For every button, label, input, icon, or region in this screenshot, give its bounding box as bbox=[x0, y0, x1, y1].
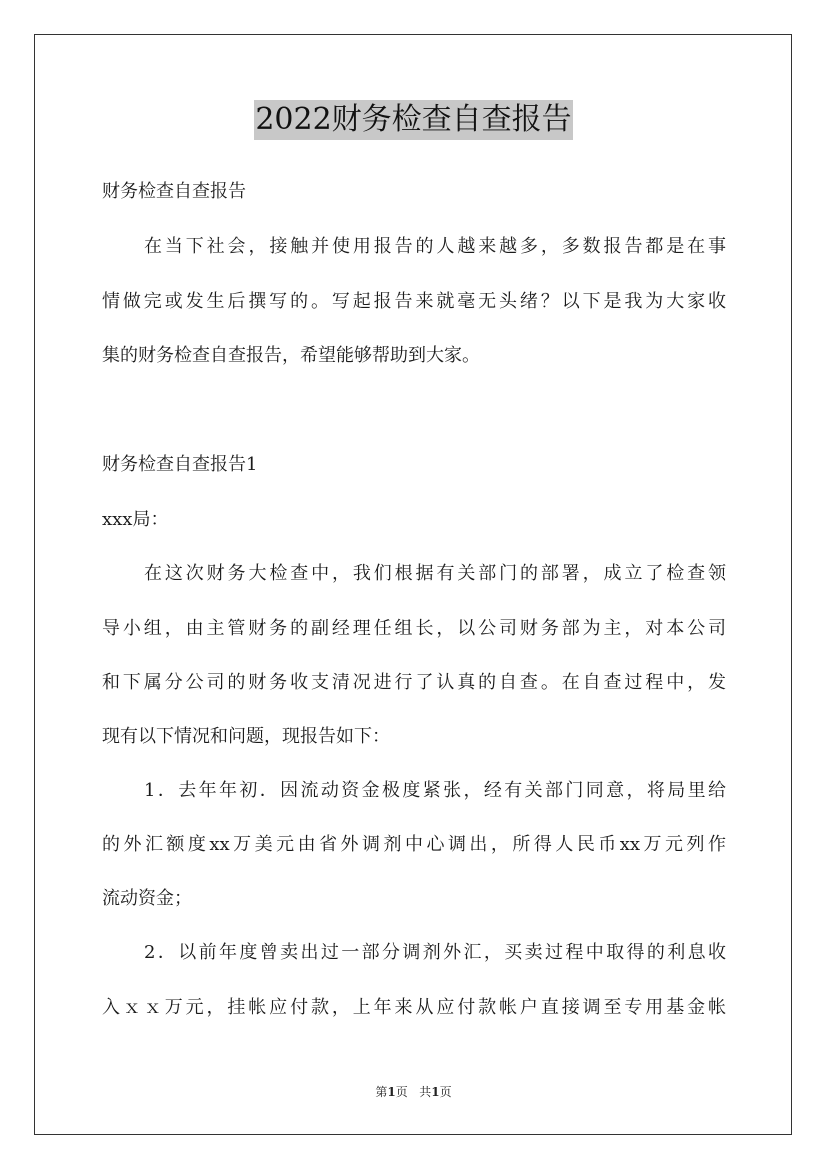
total-label-prefix: 共 bbox=[419, 1085, 432, 1099]
page-label-prefix: 第 bbox=[375, 1085, 388, 1099]
section-heading: 财务检查自查报告1 bbox=[102, 454, 258, 475]
page-footer bbox=[0, 1084, 827, 1100]
title-container bbox=[0, 100, 827, 140]
paragraph-line: 在这次财务大检查中，我们根据有关部门的部署，成立了检查领 bbox=[144, 563, 726, 584]
total-pages: 1 bbox=[431, 1085, 440, 1099]
paragraph-line: 在当下社会，接触并使用报告的人越来越多，多数报告都是在事 bbox=[144, 236, 726, 257]
list-item-line: 流动资金； bbox=[102, 888, 192, 909]
paragraph-line: 集的财务检查自查报告，希望能够帮助到大家。 bbox=[102, 345, 480, 366]
page-label-suffix: 页 bbox=[395, 1085, 408, 1099]
list-item-line: 2．以前年度曾卖出过一部分调剂外汇，买卖过程中取得的利息收 bbox=[144, 942, 726, 963]
salutation: xxx局： bbox=[102, 509, 169, 530]
list-item-line: 1．去年年初．因流动资金极度紧张，经有关部门同意，将局里给 bbox=[144, 780, 726, 801]
paragraph-line: 和下属分公司的财务收支清况进行了认真的自查。在自查过程中，发 bbox=[102, 672, 726, 693]
paragraph-line: 情做完或发生后撰写的。写起报告来就毫无头绪？以下是我为大家收 bbox=[102, 291, 726, 312]
page-number: 1 bbox=[387, 1085, 396, 1099]
total-label-suffix: 页 bbox=[439, 1085, 452, 1099]
document-title: 2022财务检查自查报告 bbox=[254, 100, 572, 140]
section-heading: 财务检查自查报告 bbox=[102, 181, 246, 202]
list-item-line: 的外汇额度xx万美元由省外调剂中心调出，所得人民币xx万元列作 bbox=[102, 834, 726, 855]
paragraph-line: 导小组，由主管财务的副经理任组长，以公司财务部为主，对本公司 bbox=[102, 618, 726, 639]
paragraph-line: 现有以下情况和问题，现报告如下： bbox=[102, 726, 390, 747]
list-item-line: 入ｘｘ万元，挂帐应付款，上年来从应付款帐户直接调至专用基金帐 bbox=[102, 997, 726, 1018]
